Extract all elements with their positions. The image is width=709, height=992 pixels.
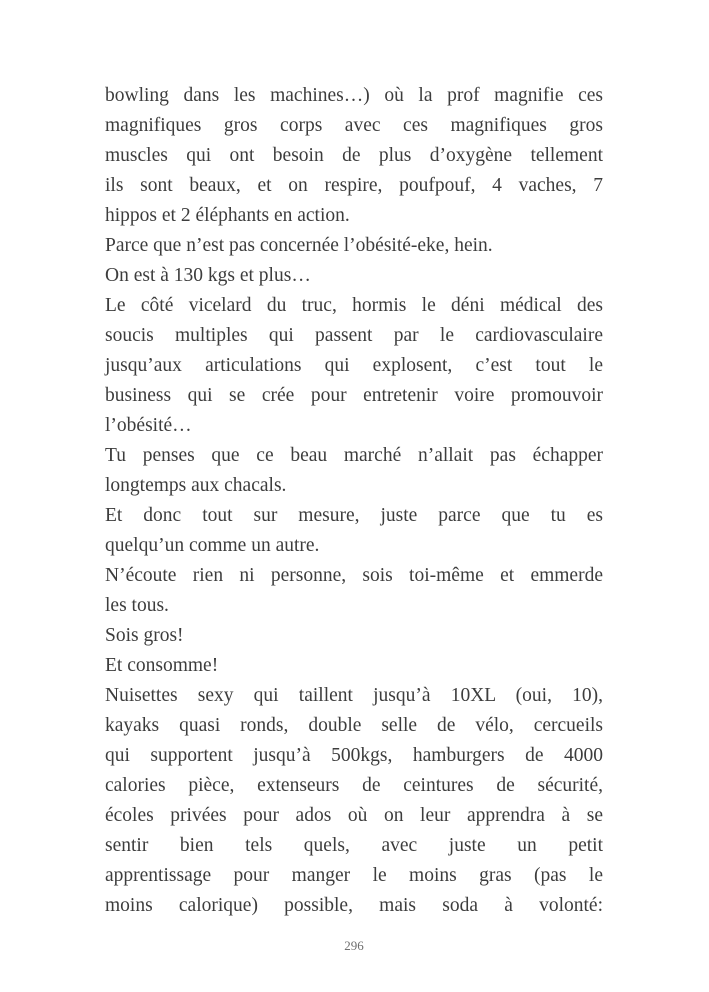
text-line: soucis multiples qui passent par le cardiovasculaire bbox=[105, 325, 603, 346]
text-line: Sois gros! bbox=[105, 625, 184, 646]
text-line: longtemps aux chacals. bbox=[105, 475, 287, 496]
text-line: On est à 130 kgs et plus… bbox=[105, 265, 311, 286]
text-line: muscles qui ont besoin de plus d’oxygène tellement bbox=[105, 145, 603, 166]
text-line: les tous. bbox=[105, 595, 169, 616]
page-text bbox=[105, 81, 603, 921]
text-line: sentir bien tels quels, avec juste un petit bbox=[105, 835, 603, 856]
text-line: Le côté vicelard du truc, hormis le déni médical des bbox=[105, 295, 603, 316]
paragraph bbox=[105, 81, 603, 231]
paragraph bbox=[105, 501, 603, 561]
text-line: quelqu’un comme un autre. bbox=[105, 535, 320, 556]
text-line: business qui se crée pour entretenir voire promouvoir bbox=[105, 385, 603, 406]
paragraph bbox=[105, 651, 603, 681]
text-line: hippos et 2 éléphants en action. bbox=[105, 205, 350, 226]
text-line: Et consomme! bbox=[105, 655, 219, 676]
page-number: 296 bbox=[344, 938, 364, 953]
text-line: Nuisettes sexy qui taillent jusqu’à 10XL (oui, 10), bbox=[105, 685, 603, 706]
paragraph bbox=[105, 441, 603, 501]
paragraph bbox=[105, 261, 603, 291]
text-line: apprentissage pour manger le moins gras (pas le bbox=[105, 865, 603, 886]
paragraph bbox=[105, 681, 603, 921]
text-line: moins calorique) possible, mais soda à volonté: bbox=[105, 895, 603, 916]
text-line: Parce que n’est pas concernée l’obésité-eke, hein. bbox=[105, 235, 493, 256]
paragraph bbox=[105, 621, 603, 651]
text-line: jusqu’aux articulations qui explosent, c’est tout le bbox=[105, 355, 603, 376]
text-line: N’écoute rien ni personne, sois toi-même et emmerde bbox=[105, 565, 603, 586]
text-line: écoles privées pour ados où on leur apprendra à se bbox=[105, 805, 603, 826]
text-line: kayaks quasi ronds, double selle de vélo, cercueils bbox=[105, 715, 603, 736]
text-line: calories pièce, extenseurs de ceintures de sécurité, bbox=[105, 775, 603, 796]
paragraph bbox=[105, 231, 603, 261]
paragraph bbox=[105, 561, 603, 621]
text-line: bowling dans les machines…) où la prof magnifie ces bbox=[105, 85, 603, 106]
text-line: ils sont beaux, et on respire, poufpouf, 4 vaches, 7 bbox=[105, 175, 603, 196]
text-line: Et donc tout sur mesure, juste parce que tu es bbox=[105, 505, 603, 526]
text-line: qui supportent jusqu’à 500kgs, hamburgers de 4000 bbox=[105, 745, 603, 766]
text-line: magnifiques gros corps avec ces magnifiques gros bbox=[105, 115, 603, 136]
text-line: l’obésité… bbox=[105, 415, 192, 436]
paragraph bbox=[105, 291, 603, 441]
text-line: Tu penses que ce beau marché n’allait pas échapper bbox=[105, 445, 603, 466]
